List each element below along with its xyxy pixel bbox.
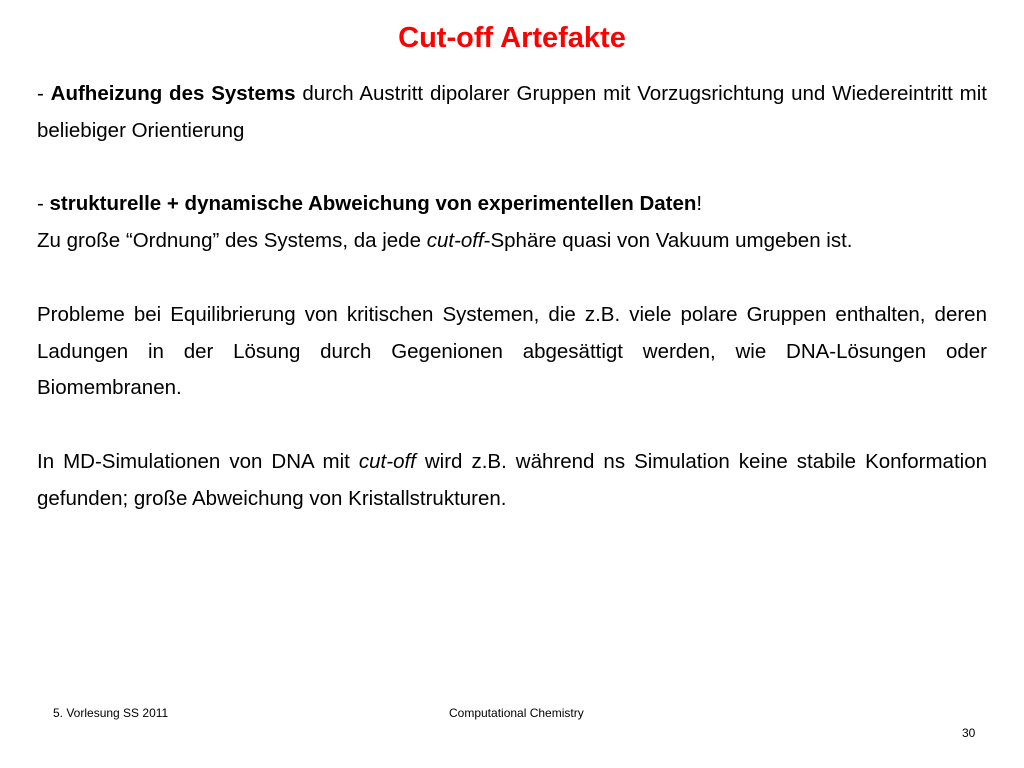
md-text-after: wird z.B. während ns Simulation keine stabile Konformation gefunden; große Abweichung von Kristallstrukturen. (37, 449, 988, 510)
footer-course: Computational Chemistry (449, 706, 584, 720)
paragraph-equilibration (37, 297, 987, 407)
slide-content (37, 76, 987, 518)
paragraph-deviation (37, 186, 987, 223)
paragraph-heating (37, 76, 987, 150)
md-text-before: In MD-Simulationen von DNA mit (37, 449, 359, 473)
deviation-end: ! (696, 192, 703, 216)
heating-bold-text: Aufheizung des Systems (50, 82, 296, 105)
heating-text: durch Austritt dipolarer Gruppen mit Vorzugsrichtung und Wiedereintritt mit beliebiger Orientierung (37, 82, 988, 142)
order-text-after: -Sphäre quasi von Vakuum umgeben ist. (483, 229, 853, 253)
bullet-dash: - (37, 192, 50, 216)
footer-lecture: 5. Vorlesung SS 2011 (53, 706, 169, 720)
order-italic: cut-off (426, 229, 484, 253)
paragraph-md-simulation (37, 444, 987, 518)
equilibration-text: Probleme bei Equilibrierung von kritischen Systemen, die z.B. viele polare Gruppen enthalten, deren Ladungen in der Lösung durch Gegenionen abgesättigt werden, wie DNA-Lösungen oder Biomembranen. (37, 302, 987, 400)
deviation-bold-text: strukturelle + dynamische Abweichung von experimentellen Daten (49, 192, 697, 216)
md-italic: cut-off (358, 449, 416, 473)
order-text-before: Zu große “Ordnung” des Systems, da jede (37, 229, 427, 253)
slide-title: Cut-off Artefakte (398, 22, 626, 54)
paragraph-order (37, 223, 987, 260)
page-number: 30 (962, 726, 976, 740)
bullet-dash: - (37, 82, 51, 105)
